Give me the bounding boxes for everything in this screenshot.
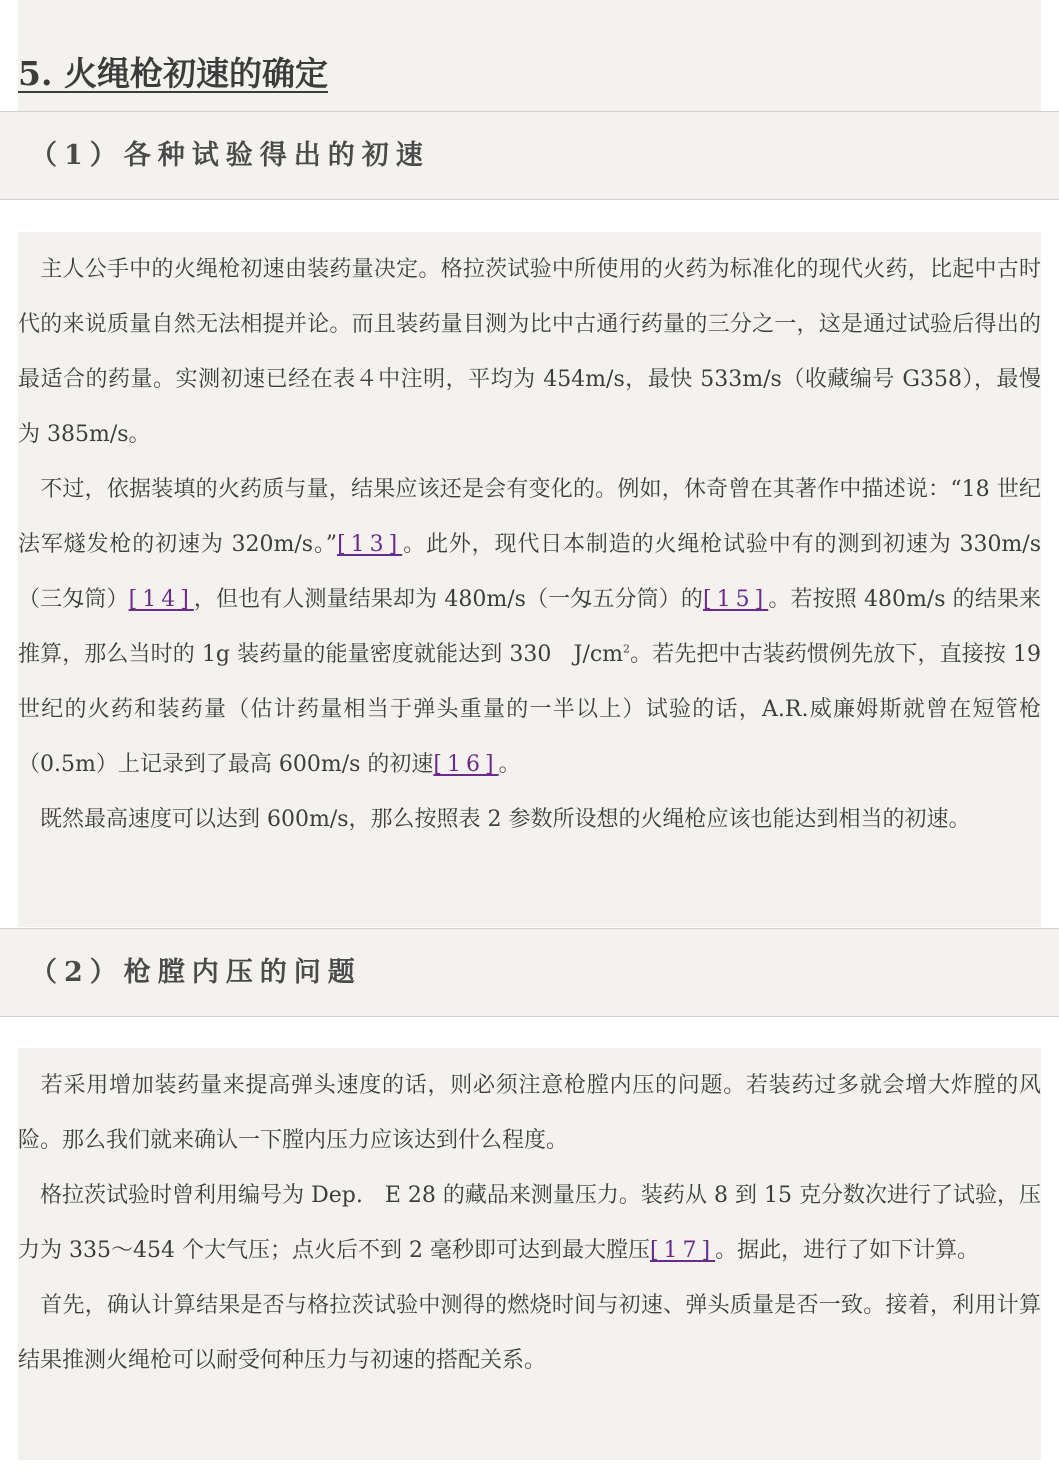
paragraph: [18, 1168, 1041, 1278]
citation-link-17[interactable]: [17]: [649, 1238, 716, 1263]
text-run: 不过，依据装填的火药质与量，结果应该还是会有变化的。例如，休奇曾在其著作中描述说：“18 世纪法军燧发枪的初速为 320m/s。”: [18, 477, 1041, 557]
text-run: 。据此，进行了如下计算。: [715, 1238, 980, 1263]
subsection-heading-1: [0, 111, 1059, 200]
text-run: 。若按照 480m/s 的结果来推算，那么当时的 1g 装药量的能量密度就能达到 330 J/cm: [18, 587, 1041, 667]
paragraph: 首先，确认计算结果是否与格拉茨试验中测得的燃烧时间与初速、弹头质量是否一致。接着，利用计算结果推测火绳枪可以耐受何种压力与初速的搭配关系。: [18, 1293, 1041, 1373]
section-2-body: [18, 1048, 1041, 1460]
text-run: 。: [498, 752, 521, 777]
citation-link-14[interactable]: [14]: [128, 587, 194, 612]
text-run: ，但也有人测量结果却为 480m/s（一匁五分筒）的: [193, 587, 704, 612]
subsection-heading-2: [0, 928, 1059, 1017]
text-run: 格拉茨试验时曾利用编号为 Dep. E 28 的藏品来测量压力。装药从 8 到 15 克分数次进行了试验，压力为 335～454 个大气压；点火后不到 2 毫秒即可达到最大膛压: [18, 1183, 1041, 1263]
paragraph: 主人公手中的火绳枪初速由装药量决定。格拉茨试验中所使用的火药为标准化的现代火药，比起中古时代的来说质量自然无法相提并论。而且装药量目测为比中古通行药量的三分之一，这是通过试验后得出的最适合的药量。实测初速已经在表４中注明，平均为 454m/s，最快 533m/s（收藏编号 G358），最慢为 385m/s。: [18, 257, 1041, 447]
superscript: 2: [623, 642, 631, 656]
citation-link-16[interactable]: [16]: [433, 752, 499, 777]
text-run: 。此外，现代日本制造的火绳枪试验中有的测到初速为 330m/s（三匁筒）: [18, 532, 1041, 612]
paragraph: 若采用增加装药量来提高弹头速度的话，则必须注意枪膛内压的问题。若装药过多就会增大炸膛的风险。那么我们就来确认一下膛内压力应该达到什么程度。: [18, 1073, 1041, 1153]
section-1-body: [18, 232, 1041, 927]
citation-link-13[interactable]: [13]: [337, 532, 403, 557]
page-title: 5. 火绳枪初速的确定: [18, 54, 328, 93]
text-run: 。若先把中古装药惯例先放下，直接按 19 世纪的火药和装药量（估计药量相当于弹头重量的一半以上）试验的话，A.R.威廉姆斯就曾在短管枪（0.5m）上记录到了最高 600m/s 的初速: [18, 642, 1041, 777]
subsection-title-1: （1）各种试验得出的初速: [30, 140, 430, 171]
subsection-title-2: （2）枪膛内压的问题: [30, 957, 362, 988]
paragraph: 既然最高速度可以达到 600m/s，那么按照表 2 参数所设想的火绳枪应该也能达到相当的初速。: [18, 807, 971, 832]
citation-link-15[interactable]: [15]: [703, 587, 769, 612]
paragraph: [18, 462, 1041, 792]
